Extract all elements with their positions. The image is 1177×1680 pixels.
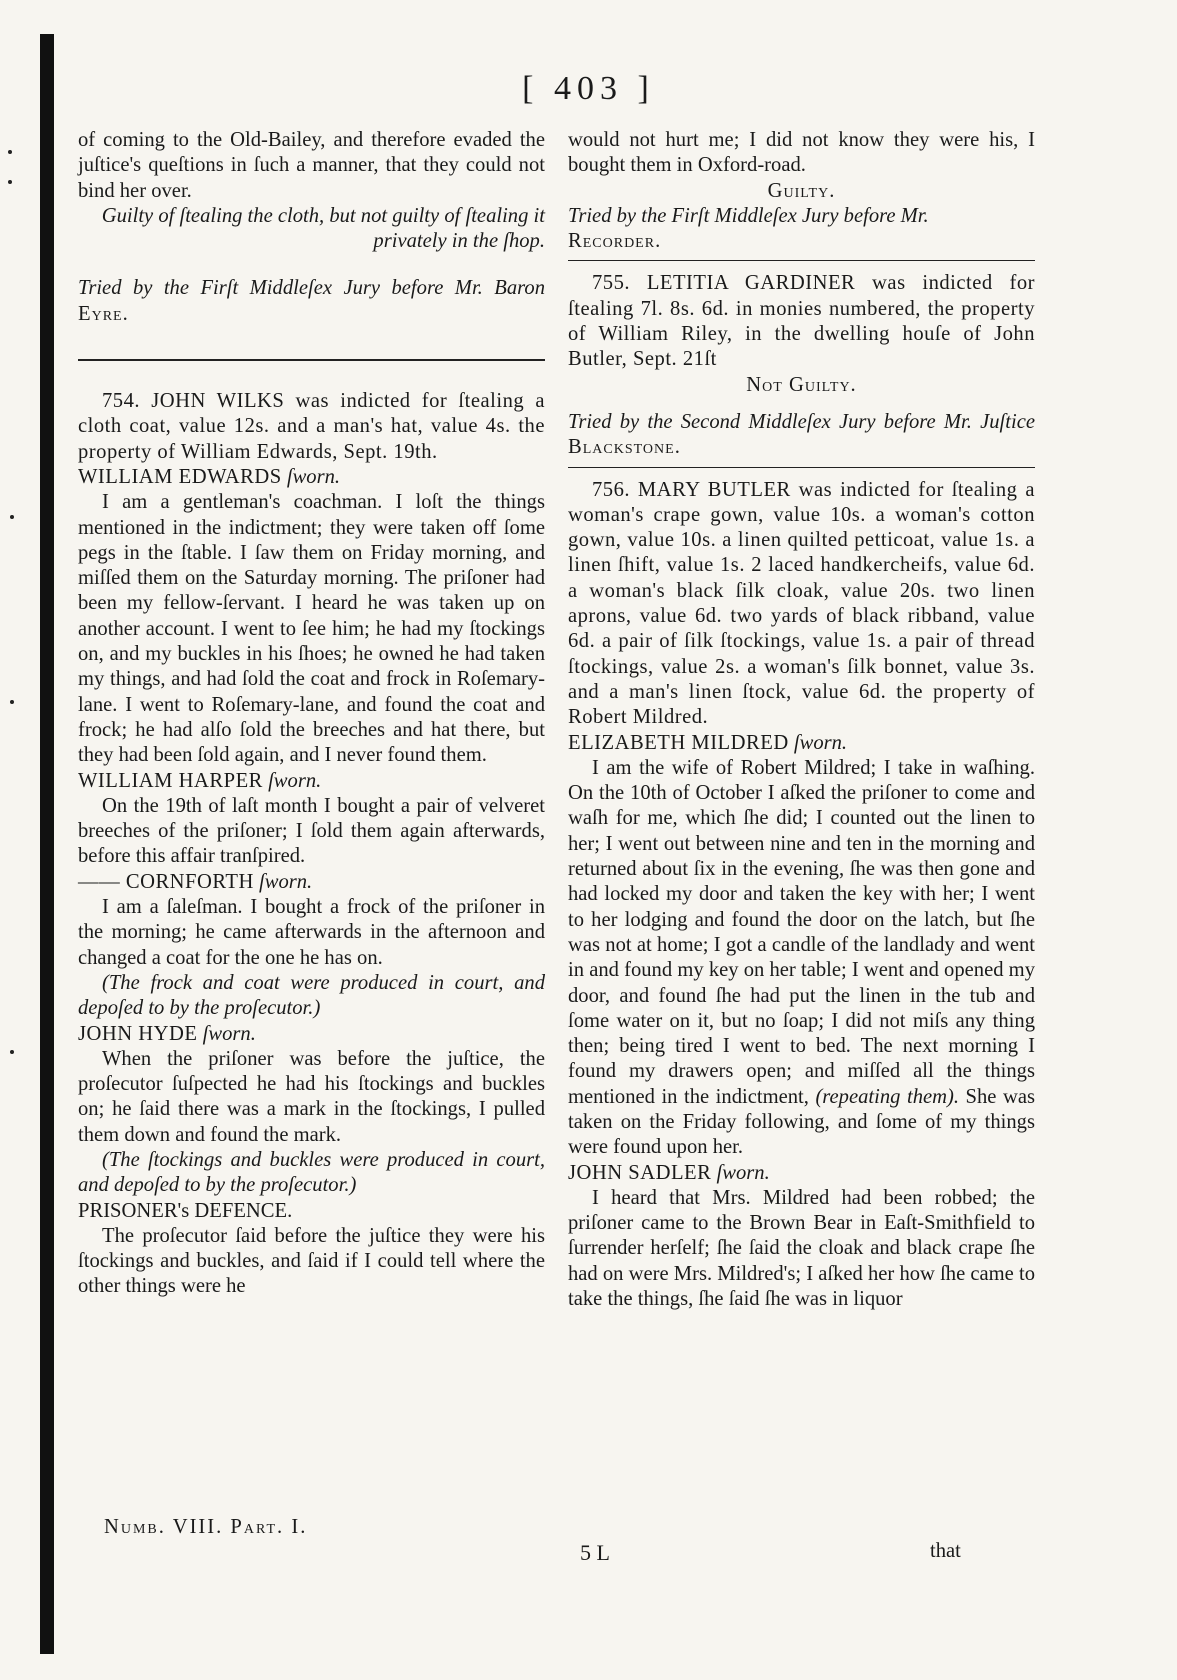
testimony: On the 19th of laſt month I bought a pair of velveret breeches of the priſoner; I ſold them again afterwards, before this affair tranſpired. <box>78 794 545 868</box>
sworn-label: ſworn. <box>258 870 313 893</box>
witness-name: —— CORNFORTH <box>78 870 254 893</box>
defence-heading: PRISONER's DEFENCE. <box>78 1199 293 1222</box>
sworn-label: ſworn. <box>716 1161 770 1184</box>
verdict: Guilty of ſtealing the cloth, but not guilty of ſtealing it privately in the ſhop. <box>101 204 545 253</box>
margin-mark <box>8 180 12 184</box>
jury-note <box>568 204 1035 255</box>
judge-name: Eyre. <box>78 302 129 325</box>
defence-text: The proſecutor ſaid before the juſtice they were his ſtockings and buckles, and ſaid if I could tell where the other things were he <box>78 1224 545 1298</box>
left-column <box>78 128 545 1300</box>
testimony <box>568 756 1035 1161</box>
court-note: (The frock and coat were produced in court, and depoſed to by the proſecutor.) <box>78 971 545 1020</box>
margin-mark <box>10 515 14 519</box>
margin-mark <box>8 150 12 154</box>
witness-name: WILLIAM HARPER <box>78 769 263 792</box>
jury-note <box>78 276 545 327</box>
catchword: that <box>930 1540 961 1562</box>
witness-heading <box>568 731 1035 756</box>
testimony: I am a ſaleſman. I bought a frock of the priſoner in the morning; he came afterwards in the afternoon and changed a coat for the one he has on. <box>78 896 545 969</box>
testimony: When the priſoner was before the juſtice, the proſecutor ſuſpected he had his ſtockings and buckles on; he ſaid there was a mark in the ſtockings, I pulled them down and found the mark. <box>78 1047 545 1146</box>
jury-text: Tried by the Firſt Middleſex Jury before Mr. Baron <box>78 277 545 300</box>
verdict: Not Guilty. <box>746 373 857 396</box>
signature-mark: 5 L <box>580 1540 610 1565</box>
judge-name: Blackstone. <box>568 436 681 459</box>
case-754: 754. JOHN WILKS was indicted for ſtealing a cloth coat, value 12s. and a man's hat, value 4s. the property of William Edwards, Sept. 19th. <box>78 390 545 463</box>
witness-heading <box>568 1161 1035 1186</box>
sworn-label: ſworn. <box>202 1022 256 1045</box>
margin-mark <box>10 700 14 704</box>
testimony: I am a gentleman's coachman. I loſt the things mentioned in the indictment; they were taken off ſome pegs in the ſtable. I ſaw them on Friday morning, and miſſed them on the Saturday morning. The priſoner had been my fellow-ſervant. I heard he was taken up on another account. I went to ſee him; he had my ſtockings on, and my buckles in his ſhoes; he owned he had taken my things, and had ſold the coat and frock in Roſemary-lane. I went to Roſemary-lane, and found the coat and frock; he had alſo ſold the breeches and hat there, but they had been ſold again, and I never found them. <box>78 491 545 767</box>
sworn-label: ſworn. <box>793 731 848 754</box>
case-755: 755. LETITIA GARDINER was indicted for ſtealing 7l. 8s. 6d. in monies numbered, the property of William Riley, in the dwelling houſe of John Butler, Sept. 21ſt <box>568 272 1035 371</box>
witness-name: JOHN HYDE <box>78 1022 198 1045</box>
paragraph: would not hurt me; I did not know they were his, I bought them in Oxford-road. <box>568 129 1035 177</box>
jury-text: Tried by the Second Middleſex Jury before Mr. Juſtice <box>568 410 1035 433</box>
testimony-aside: (repeating them). <box>815 1085 960 1108</box>
signature-line: Numb. VIII. Part. I. <box>104 1516 308 1538</box>
court-note: (The ſtockings and buckles were produced in court, and depoſed to by the proſecutor.) <box>78 1148 545 1197</box>
right-column <box>568 128 1035 1312</box>
witness-heading <box>78 769 545 794</box>
binding-edge <box>40 34 54 1654</box>
jury-text: Tried by the Firſt Middleſex Jury before Mr. <box>568 204 929 227</box>
testimony: I heard that Mrs. Mildred had been robbed; the priſoner came to the Brown Bear in Eaſt-Smithfield to ſurrender herſelf; ſhe ſaid the cloak and black crape ſhe had on were Mrs. Mildred's; I aſked her how ſhe came to take the things, ſhe ſaid ſhe was in liquor <box>568 1186 1035 1311</box>
judge-name: Recorder. <box>568 230 662 253</box>
verdict: Guilty. <box>767 179 836 202</box>
witness-name: ELIZABETH MILDRED <box>568 731 789 754</box>
section-rule <box>568 467 1035 468</box>
witness-heading <box>78 465 545 490</box>
margin-mark <box>10 1050 14 1054</box>
witness-heading <box>78 870 545 895</box>
case-756: 756. MARY BUTLER was indicted for ſtealing a woman's crape gown, value 10s. a woman's cotton gown, value 10s. a linen quilted petticoat, value 1s. a linen ſhift, value 1s. 2 laced handkercheifs, value 6d. a woman's black ſilk cloak, value 20s. two linen aprons, value 6d. two yards of black ribband, value 6d. a pair of ſilk ſtockings, value 1s. a pair of thread ſtockings, value 2s. a woman's ſilk bonnet, value 3s. and a man's linen ſtock, value 6d. the property of Robert Mildred. <box>568 478 1035 729</box>
page-number: [ 403 ] <box>522 70 655 107</box>
section-rule <box>78 359 545 361</box>
testimony-part: She was taken on the Friday following, and ſome of my things were found upon her. <box>568 1085 1035 1159</box>
paragraph: of coming to the Old-Bailey, and therefore evaded the juſtice's queſtions in ſuch a manner, that they could not bind her over. <box>78 129 545 202</box>
testimony-part: I am the wife of Robert Mildred; I take in waſhing. On the 10th of October I aſked the priſoner to come and waſh for me, which ſhe did; I counted out the linen to her; I went out between nine and ten in the morning and returned about ſix in the evening, ſhe was then gone and had locked my door and taken the key with her; I went to her lodging and found the door on the latch, but ſhe was not at home; I got a candle of the landlady and went in and found my key on her table; I went and opened my door, and found ſhe had put the linen in the tub and ſome water on it, but no ſoap; I did not miſs any thing then; being tired I went to bed. The next morning I found my drawers open; and miſſed all the things mentioned in the indictment, <box>568 756 1035 1108</box>
witness-name: JOHN SADLER <box>568 1161 712 1184</box>
section-rule <box>568 260 1035 261</box>
sworn-label: ſworn. <box>268 769 322 792</box>
witness-heading <box>78 1022 545 1047</box>
witness-name: WILLIAM EDWARDS <box>78 465 282 488</box>
sworn-label: ſworn. <box>286 465 341 488</box>
jury-note <box>568 410 1035 461</box>
